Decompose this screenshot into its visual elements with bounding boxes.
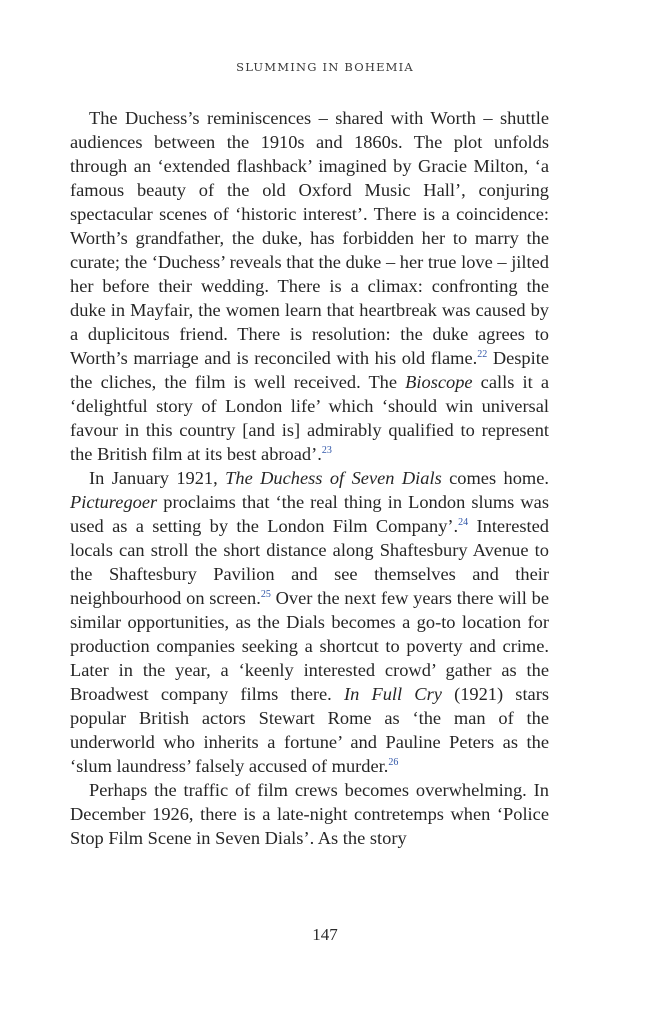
text-run: Despite the cliches, the film is well received. The [70, 348, 550, 392]
text-run: proclaims that ‘the real thing in London slums was used as a setting by the London Film Company’. [70, 492, 549, 536]
italic-title: Picturegoer [70, 492, 158, 512]
italic-title: Bioscope [405, 372, 473, 392]
text-run: Perhaps the traffic of film crews becomes overwhelming. In December 1926, there is a late-night contretemps when ‘Police Stop Film Scene in Seven Dials’. As the story [70, 780, 549, 848]
text-run: Over the next few years there will be similar opportunities, as the Dials becomes a go-to location for production companies seeking a shortcut to poverty and crime. Later in the year, a ‘keenly interested crowd’ gather as the Broadwest company films there. [70, 588, 549, 704]
text-run: Interested locals can stroll the short distance along Shaftesbury Avenue to the Shaftesbury Pavilion and see themselves and their neighbourhood on screen. [70, 516, 549, 608]
text-run: calls it a ‘delightful story of London life’ which ‘should win universal favour in this country [and is] admirably qualified to represent the British film at its best abroad’. [70, 372, 549, 464]
footnote-marker: 22 [477, 348, 488, 360]
page-number: 147 [312, 925, 338, 944]
italic-title: The Duchess of Seven Dials [225, 468, 442, 488]
footnote-marker: 24 [458, 516, 469, 528]
paragraph [70, 106, 549, 466]
paragraph [70, 778, 549, 850]
italic-title: In Full Cry [343, 684, 442, 704]
text-run: comes home. [441, 468, 549, 488]
paragraph [70, 466, 549, 778]
text-run: In January 1921, [89, 468, 226, 488]
footnote-marker: 23 [321, 444, 332, 456]
text-run: (1921) stars popular British actors Stewart Rome as ‘the man of the underworld who inherits a fortune’ and Pauline Peters as the ‘slum laundress’ falsely accused of murder. [70, 684, 549, 776]
text-run: The Duchess’s reminiscences – shared with Worth – shuttle audiences between the 1910s and 1860s. The plot unfolds through an ‘extended flashback’ imagined by Gracie Milton, ‘a famous beauty of the old Oxford Music Hall’, conjuring spectacular scenes of ‘historic interest’. There is a coincidence: Worth’s grandfather, the duke, has forbidden her to marry the curate; the ‘Duchess’ reveals that the duke – her true love – jilted her before their wedding. There is a climax: confronting the duke in Mayfair, the women learn that heartbreak was caused by a duplicitous friend. There is resolution: the duke agrees to Worth’s marriage and is reconciled with his old flame. [70, 108, 549, 368]
footnote-marker: 25 [260, 588, 271, 600]
footnote-marker: 26 [388, 756, 399, 768]
running-head: SLUMMING IN BOHEMIA [236, 60, 414, 74]
body-text [70, 106, 549, 850]
